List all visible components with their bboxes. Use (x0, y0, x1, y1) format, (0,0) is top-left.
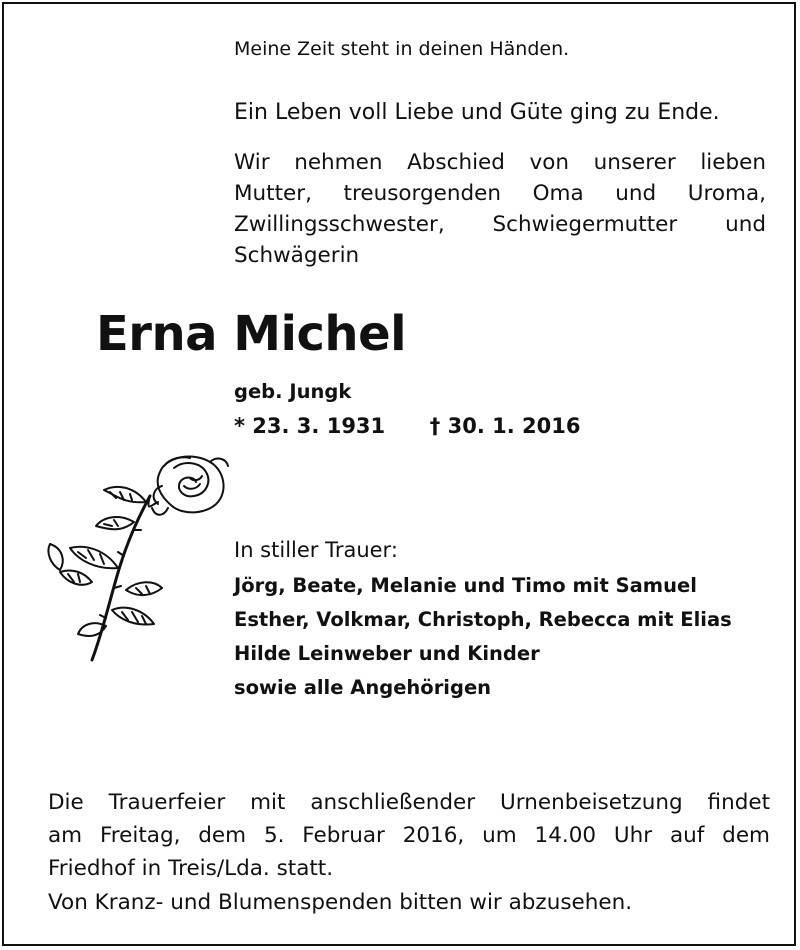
rose-icon (34, 448, 234, 668)
mourning-label: In stiller Trauer: (234, 538, 398, 562)
farewell-line: Mutter, treusorgenden Oma und Uroma, (234, 181, 766, 206)
mourner-line: sowie alle Angehörigen (234, 676, 492, 699)
farewell-line: Schwägerin (234, 243, 360, 268)
obituary-notice (2, 2, 796, 946)
farewell-line: Wir nehmen Abschied von unserer lieben (234, 150, 766, 175)
birth-date: * 23. 3. 1931 (234, 414, 386, 438)
deceased-name: Erna Michel (96, 306, 407, 362)
motto: Meine Zeit steht in deinen Händen. (234, 38, 570, 60)
life-dates (234, 414, 580, 438)
farewell-line: Zwillingsschwester, Schwiegermutter und (234, 212, 766, 237)
birth-name: geb. Jungk (234, 380, 352, 403)
closing-note: Von Kranz- und Blumenspenden bitten wir abzusehen. (48, 890, 633, 915)
mourner-line: Hilde Leinweber und Kinder (234, 642, 540, 665)
mourner-line: Esther, Volkmar, Christoph, Rebecca mit Elias (234, 608, 732, 631)
intro-text: Ein Leben voll Liebe und Güte ging zu Ende. (234, 100, 720, 125)
ceremony-line: Friedhof in Treis/Lda. statt. (48, 856, 334, 881)
ceremony-line: Die Trauerfeier mit anschließender Urnenbeisetzung findet (48, 790, 770, 815)
ceremony-paragraph (48, 786, 770, 885)
mourners-list (234, 569, 732, 705)
mourner-line: Jörg, Beate, Melanie und Timo mit Samuel (234, 574, 697, 597)
ceremony-line: am Freitag, dem 5. Februar 2016, um 14.00 Uhr auf dem (48, 823, 770, 848)
death-date: † 30. 1. 2016 (429, 414, 581, 438)
farewell-paragraph (234, 147, 766, 271)
